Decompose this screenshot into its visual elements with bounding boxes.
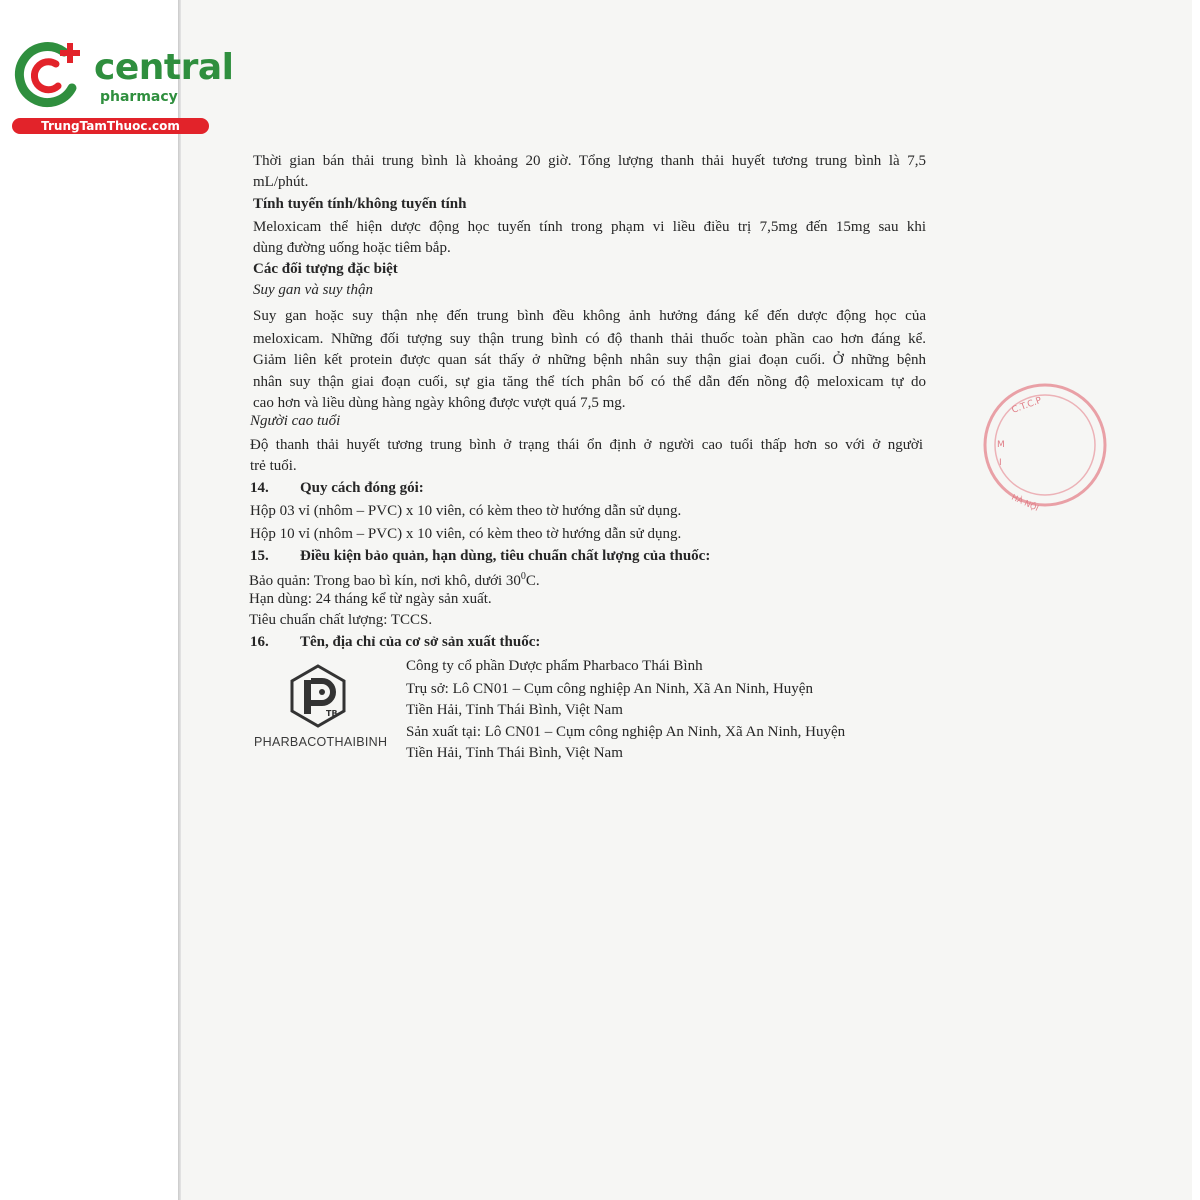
svg-text:C.T.C.P: C.T.C.P [1010, 395, 1044, 416]
svg-text:I: I [999, 458, 1002, 468]
company-name: Công ty cổ phần Dược phẩm Pharbaco Thái Bình [406, 658, 703, 674]
text-line: dùng đường uống hoặc tiêm bắp. [253, 240, 451, 256]
central-pharmacy-logo[interactable] [10, 38, 234, 138]
subsection-heading: Suy gan và suy thận [253, 282, 373, 298]
section-number: 15. [250, 548, 269, 564]
brand-subtitle: pharmacy [100, 89, 178, 105]
storage-line [249, 567, 540, 591]
section-number: 14. [250, 480, 269, 496]
text-line: Giảm liên kết protein được quan sát thấy ở những bệnh nhân suy thận giai đoạn cuối. Ở những bệnh [253, 352, 926, 368]
storage-text: Bảo quản: Trong bao bì kín, nơi khô, dưới 30 [249, 573, 521, 589]
brand-name: central [94, 47, 234, 88]
section-number: 16. [250, 634, 269, 650]
page-fold-edge [178, 0, 181, 1200]
text-line: Thời gian bán thải trung bình là khoảng 20 giờ. Tổng lượng thanh thải huyết tương trung bình là 7,5 [253, 153, 926, 169]
text-line: Meloxicam thể hiện dược động học tuyến tính trong phạm vi liều điều trị 7,5mg đến 15mg sau khi [253, 219, 926, 235]
page-margin [0, 0, 178, 1200]
text-line: trẻ tuổi. [250, 458, 297, 474]
text-line: mL/phút. [253, 174, 309, 190]
svg-text:M: M [997, 440, 1005, 450]
text-line: Độ thanh thải huyết tương trung bình ở trạng thái ổn định ở người cao tuổi thấp hơn so với ở người [250, 437, 923, 453]
logo-badge-text: TB [326, 709, 338, 718]
text-line: Hộp 10 vỉ (nhôm – PVC) x 10 viên, có kèm theo tờ hướng dẫn sử dụng. [250, 526, 682, 542]
headquarters-address: Trụ sở: Lô CN01 – Cụm công nghiệp An Ninh, Xã An Ninh, Huyện [406, 681, 813, 697]
section-heading: Tên, địa chỉ của cơ sở sản xuất thuốc: [300, 634, 541, 650]
text-line: nhân suy thận giai đoạn cuối, sự gia tăng thể tích phân bố có thể dẫn đến nồng độ meloxicam tự do [253, 374, 926, 390]
factory-address: Tiền Hải, Tỉnh Thái Bình, Việt Nam [406, 745, 623, 761]
headquarters-address: Tiền Hải, Tỉnh Thái Bình, Việt Nam [406, 702, 623, 718]
page-right-edge [1192, 0, 1200, 1200]
text-line: Tiêu chuẩn chất lượng: TCCS. [249, 612, 433, 628]
factory-address: Sản xuất tại: Lô CN01 – Cụm công nghiệp An Ninh, Xã An Ninh, Huyện [406, 724, 846, 740]
text-line: Suy gan hoặc suy thận nhẹ đến trung bình đều không ảnh hưởng đáng kể đến dược động học của [253, 308, 926, 324]
svg-text:HÀ NỘI: HÀ NỘI [1010, 492, 1040, 513]
text-line: Hộp 03 vỉ (nhôm – PVC) x 10 viên, có kèm theo tờ hướng dẫn sử dụng. [250, 503, 682, 519]
manufacturer-logo-name: PHARBACOTHAIBINH [254, 735, 388, 749]
storage-degree: 0 [520, 571, 526, 582]
section-heading: Quy cách đóng gói: [300, 480, 424, 496]
brand-url-link[interactable]: TrungTamThuoc.com [12, 118, 209, 134]
section-heading: Các đối tượng đặc biệt [253, 261, 398, 277]
section-heading: Điều kiện bảo quản, hạn dùng, tiêu chuẩn chất lượng của thuốc: [300, 548, 711, 564]
text-line: meloxicam. Những đối tượng suy thận trung bình có độ thanh thải thuốc toàn phần cao hơn đáng kể. [253, 331, 926, 347]
red-seal-stamp-icon [975, 375, 1044, 515]
storage-unit: C. [525, 573, 540, 589]
text-line: Hạn dùng: 24 tháng kể từ ngày sản xuất. [249, 591, 492, 607]
pharbaco-logo-icon [286, 664, 350, 728]
text-line: cao hơn và liều dùng hàng ngày không được vượt quá 7,5 mg. [253, 395, 626, 411]
pharmacy-cross-icon [10, 38, 94, 114]
subsection-heading: Người cao tuổi [250, 413, 341, 429]
section-heading: Tính tuyến tính/không tuyến tính [253, 196, 467, 212]
